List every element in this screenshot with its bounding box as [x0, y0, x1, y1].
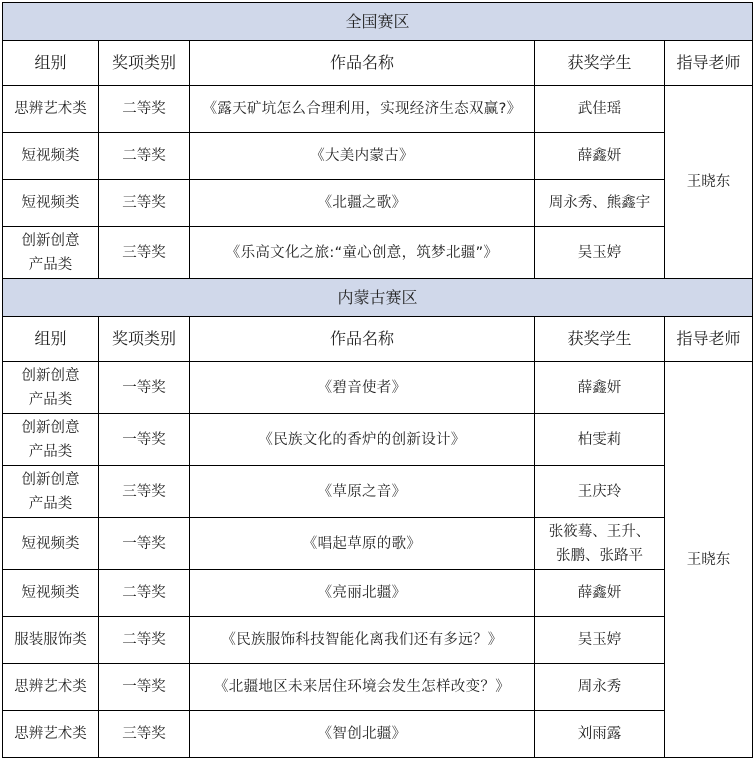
header-mentor: 指导老师: [665, 317, 753, 362]
group-cell: [3, 227, 99, 279]
header-award: 奖项类别: [99, 41, 190, 86]
award-cell: 一等奖: [99, 362, 190, 414]
group-cell: [3, 466, 99, 518]
award-cell: 一等奖: [99, 518, 190, 570]
work-cell: 《民族服饰科技智能化离我们还有多远？》: [190, 617, 535, 664]
table-row: [3, 414, 753, 466]
mentor-cell: 王晓东: [665, 86, 753, 279]
work-cell: 《北疆之歌》: [190, 180, 535, 227]
table-row: [3, 180, 753, 227]
award-cell: 二等奖: [99, 617, 190, 664]
group-cell: [3, 711, 99, 758]
header-mentor: 指导老师: [665, 41, 753, 86]
group-cell: [3, 362, 99, 414]
group-cell-line: 短视频类: [21, 585, 80, 601]
table-row: [3, 617, 753, 664]
group-cell: [3, 86, 99, 133]
students-cell-line: 薛鑫妍: [577, 379, 622, 396]
national-region-row: [3, 3, 753, 41]
table-row: [3, 711, 753, 758]
header-students: 获奖学生: [535, 317, 665, 362]
table-row: [3, 227, 753, 279]
students-cell: [535, 227, 665, 279]
group-cell-line: 产品类: [28, 443, 73, 460]
table-row: [3, 570, 753, 617]
students-cell-line: 张鹏、张路平: [556, 547, 643, 564]
students-cell-line: 张筱蓦、王升、: [548, 523, 651, 540]
group-cell: [3, 414, 99, 466]
national-rows: [3, 86, 753, 279]
table-row: [3, 86, 753, 133]
students-cell: [535, 466, 665, 518]
group-cell-line: 创新创意: [21, 232, 80, 249]
work-cell: 《亮丽北疆》: [190, 570, 535, 617]
work-cell: 《大美内蒙古》: [190, 133, 535, 180]
students-cell: [535, 518, 665, 570]
group-cell-line: 创新创意: [21, 471, 80, 488]
inner-mongolia-header-row: [3, 317, 753, 362]
group-cell: [3, 570, 99, 617]
group-cell-line: 产品类: [28, 391, 73, 408]
students-cell: [535, 617, 665, 664]
award-cell: 二等奖: [99, 86, 190, 133]
group-cell-line: 短视频类: [21, 535, 80, 552]
work-cell: 《民族文化的香炉的创新设计》: [190, 414, 535, 466]
students-cell-line: 薛鑫妍: [577, 148, 622, 164]
students-cell-line: 武佳瑶: [577, 101, 622, 117]
students-cell: [535, 570, 665, 617]
table-row: [3, 518, 753, 570]
award-cell: 三等奖: [99, 180, 190, 227]
students-cell-line: 周永秀、熊鑫宇: [548, 195, 651, 211]
work-cell: 《碧音使者》: [190, 362, 535, 414]
table-row: [3, 664, 753, 711]
group-cell: [3, 518, 99, 570]
award-cell: 三等奖: [99, 466, 190, 518]
national-header-row: [3, 41, 753, 86]
group-cell: [3, 664, 99, 711]
award-cell: 二等奖: [99, 570, 190, 617]
work-cell: 《唱起草原的歌》: [190, 518, 535, 570]
group-cell-line: 短视频类: [21, 195, 80, 211]
students-cell: [535, 86, 665, 133]
group-cell-line: 产品类: [28, 495, 73, 512]
header-award: 奖项类别: [99, 317, 190, 362]
work-cell: 《露天矿坑怎么合理利用，实现经济生态双赢?》: [190, 86, 535, 133]
awards-table: [2, 2, 753, 758]
work-cell: 《草原之音》: [190, 466, 535, 518]
students-cell-line: 周永秀: [577, 679, 622, 695]
table-row: [3, 466, 753, 518]
award-cell: 三等奖: [99, 227, 190, 279]
work-cell: 《北疆地区未来居住环境会发生怎样改变？》: [190, 664, 535, 711]
header-group: 组别: [3, 317, 99, 362]
students-cell-line: 王庆玲: [577, 483, 622, 500]
table-row: [3, 362, 753, 414]
work-cell: 《智创北疆》: [190, 711, 535, 758]
table-row: [3, 133, 753, 180]
group-cell: [3, 133, 99, 180]
students-cell: [535, 664, 665, 711]
students-cell: [535, 711, 665, 758]
group-cell-line: 服装服饰类: [14, 632, 87, 648]
students-cell: [535, 362, 665, 414]
group-cell-line: 创新创意: [21, 367, 80, 384]
students-cell: [535, 414, 665, 466]
inner-mongolia-region-row: [3, 279, 753, 317]
group-cell-line: 思辨艺术类: [14, 726, 87, 742]
group-cell-line: 创新创意: [21, 419, 80, 436]
header-work: 作品名称: [190, 317, 535, 362]
award-cell: 二等奖: [99, 133, 190, 180]
work-cell: 《乐高文化之旅:“童心创意，筑梦北疆”》: [190, 227, 535, 279]
students-cell: [535, 133, 665, 180]
group-cell-line: 短视频类: [21, 148, 80, 164]
group-cell: [3, 617, 99, 664]
students-cell-line: 柏雯莉: [577, 431, 622, 448]
inner-mongolia-rows: [3, 362, 753, 758]
students-cell-line: 刘雨露: [577, 726, 622, 742]
group-cell: [3, 180, 99, 227]
mentor-cell: 王晓东: [665, 362, 753, 758]
award-cell: 一等奖: [99, 664, 190, 711]
inner-mongolia-region-title: 内蒙古赛区: [3, 279, 753, 317]
group-cell-line: 产品类: [28, 256, 73, 273]
students-cell-line: 薛鑫妍: [577, 585, 622, 601]
award-cell: 三等奖: [99, 711, 190, 758]
header-work: 作品名称: [190, 41, 535, 86]
national-region-title: 全国赛区: [3, 3, 753, 41]
students-cell-line: 吴玉婷: [577, 632, 622, 648]
students-cell-line: 吴玉婷: [577, 244, 622, 261]
students-cell: [535, 180, 665, 227]
group-cell-line: 思辨艺术类: [14, 101, 87, 117]
header-students: 获奖学生: [535, 41, 665, 86]
group-cell-line: 思辨艺术类: [14, 679, 87, 695]
award-cell: 一等奖: [99, 414, 190, 466]
header-group: 组别: [3, 41, 99, 86]
